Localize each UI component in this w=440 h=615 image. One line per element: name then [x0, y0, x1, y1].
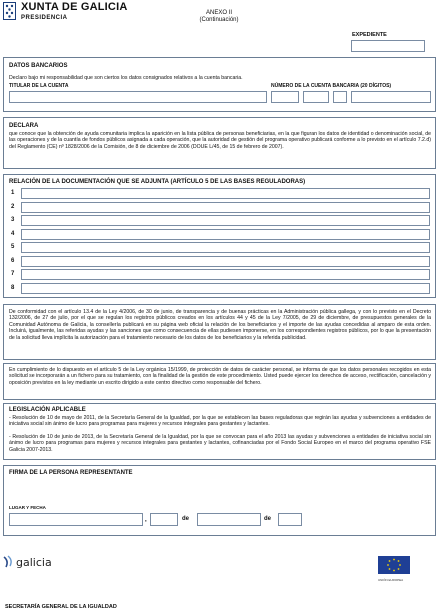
doc-row-number: 2: [11, 203, 15, 210]
doc-row-field[interactable]: [21, 269, 430, 280]
doc-row-number: 8: [11, 284, 15, 291]
galicia-wave-icon: [3, 555, 14, 569]
transparency-section: [3, 304, 436, 360]
declara-section: [3, 117, 436, 169]
annex-line1: ANEXO II: [205, 10, 232, 16]
doc-row-field[interactable]: [21, 283, 430, 294]
bank-data-title: DATOS BANCARIOS: [9, 63, 68, 69]
data-protection-text: En cumplimiento de lo dispuesto en el artículo 5 de la Ley orgánica 15/1999, de protección de datos de carácter personal, se informa de que los datos personales recogidos en esta solicitud se incorporarán a un fichero para su tratamiento, con la finalidad de la gestión de este procedimiento. Usted puede ejercer los derechos de acceso, rectificación, cancelación y oposición previstos en la ley mediante un escrito dirigido a este centro directivo como responsable del fichero.: [9, 367, 431, 386]
doc-row-field[interactable]: [21, 215, 430, 226]
comma-separator: ,: [145, 517, 147, 523]
xunta-crest-icon: [3, 2, 16, 20]
legislation-title: LEGISLACIÓN APLICABLE: [9, 407, 86, 413]
org-name: XUNTA DE GALICIA: [21, 1, 128, 13]
bank-data-section: [3, 57, 436, 112]
documentation-title: RELACIÓN DE LA DOCUMENTACIÓN QUE SE ADJUNTA (ARTÍCULO 5 DE LAS BASES REGULADORAS): [9, 179, 306, 185]
account-entity-field[interactable]: [271, 91, 299, 103]
doc-row-field[interactable]: [21, 242, 430, 253]
place-date-label: LUGAR Y FECHA: [9, 505, 46, 510]
transparency-text: De conformidad con el artículo 13.4 de la Ley 4/2006, de 30 de junio, de transparencia y de buenas prácticas en la Administración pública gallega, y con lo previsto en el Decreto 132/2006, de 27 de julio, por el que se regulan los registros públicos creados en los artículos 44 y 45 de la Ley 7/2005, de 29 de diciembre, de presupuestos generales de la Comunidad Autónoma de Galicia, la consellería publicará en su página web oficial la relación de los beneficiarios y el importe de las ayudas concedidas al amparo de esta orden. Incluirá, igualmente, las referidas ayudas y las sanciones que como consecuencia de ellas pudiesen imponerse, en los correspondientes registros públicos, por lo que la presentación de la solicitud lleva implícita la autorización para el tratamiento necesario de los datos de los beneficiarios y la referida publicidad.: [9, 309, 431, 341]
eu-text: UNIÓN EUROPEA: [378, 578, 404, 582]
declara-text: que conoce que la obtención de ayuda comunitaria implica la aparición en la lista pública de personas beneficiarias, en la que figuran los datos de identidad o denominación social, de las operaciones y de la cuantía de fondos públicos asignada a cada operación, que la autoridad de gestión del programa operativo publicará conforme a lo previsto en el artículo 7.2.d) del Reglamento (CE) nº 1828/2006 de la Comisión, de 8 de diciembre de 2006 (DOUE L/45, de 15 de febrero de 2007).: [9, 131, 431, 150]
account-number-field[interactable]: [351, 91, 431, 103]
secretaria-label: SECRETARÍA GENERAL DE LA IGUALDAD: [5, 604, 117, 610]
day-field[interactable]: [150, 513, 178, 526]
annex-line2: (Continuación): [199, 17, 239, 23]
account-office-field[interactable]: [303, 91, 329, 103]
doc-row-field[interactable]: [21, 188, 430, 199]
doc-row-number: 5: [11, 244, 15, 250]
account-number-label: NÚMERO DE LA CUENTA BANCARIA (20 DÍGITOS): [271, 83, 392, 89]
account-holder-label: TITULAR DE LA CUENTA: [9, 83, 69, 89]
expediente-label: EXPEDIENTE: [352, 32, 387, 38]
doc-row-field[interactable]: [21, 229, 430, 240]
doc-row-number: 4: [11, 230, 15, 237]
doc-row-field[interactable]: [21, 256, 430, 267]
doc-row-number: 7: [11, 271, 15, 277]
doc-row-number: 6: [11, 257, 15, 264]
data-protection-section: [3, 363, 436, 400]
signature-title: FIRMA DE LA PERSONA REPRESENTANTE: [9, 470, 133, 476]
account-dc-field[interactable]: [333, 91, 347, 103]
eu-flag-icon: [378, 556, 410, 574]
galicia-logo-text: galicia: [16, 555, 52, 569]
doc-row-field[interactable]: [21, 202, 430, 213]
documentation-section: [3, 174, 436, 298]
legislation-section: [3, 403, 436, 460]
legislation-item-2: - Resolución de 10 de junio de 2013, de la Secretaría General de la Igualdad, por la que se convocan para el año 2013 las ayudas y subvenciones a entidades de iniciativa social sin ánimo de lucro para programas para mujeres y recursos integrales para gestantes y lactantes, cofinanciadas por el Fondo Social Europeo en el marco del programa operativo FSE Galicia 2007-2013.: [9, 434, 431, 453]
doc-row-number: 1: [11, 190, 15, 196]
signature-section: [3, 465, 436, 536]
galicia-logo: [3, 555, 52, 569]
annex-title: [198, 10, 240, 24]
place-field[interactable]: [9, 513, 143, 526]
eu-logo: [378, 556, 410, 580]
de-label-2: de: [264, 516, 272, 522]
month-field[interactable]: [197, 513, 261, 526]
account-holder-field[interactable]: [9, 91, 267, 103]
doc-row-number: 3: [11, 217, 15, 223]
year-field[interactable]: [278, 513, 302, 526]
expediente-field[interactable]: [351, 40, 425, 52]
dept-name: PRESIDENCIA: [21, 15, 68, 21]
declara-title: DECLARA: [9, 123, 39, 129]
bank-declaration: Declaro bajo mi responsabilidad que son ciertos los datos consignados relativos a la cuenta bancaria.: [9, 75, 243, 81]
legislation-item-1: - Resolución de 10 de mayo de 2011, de la Secretaría General de la Igualdad, por la que se establecen las bases reguladoras que regirán las ayudas y subvenciones a entidades de iniciativa social sin ánimo de lucro para programas para mujeres y recursos integrales para gestantes y lactantes.: [9, 415, 431, 428]
de-label-1: de: [182, 516, 190, 522]
